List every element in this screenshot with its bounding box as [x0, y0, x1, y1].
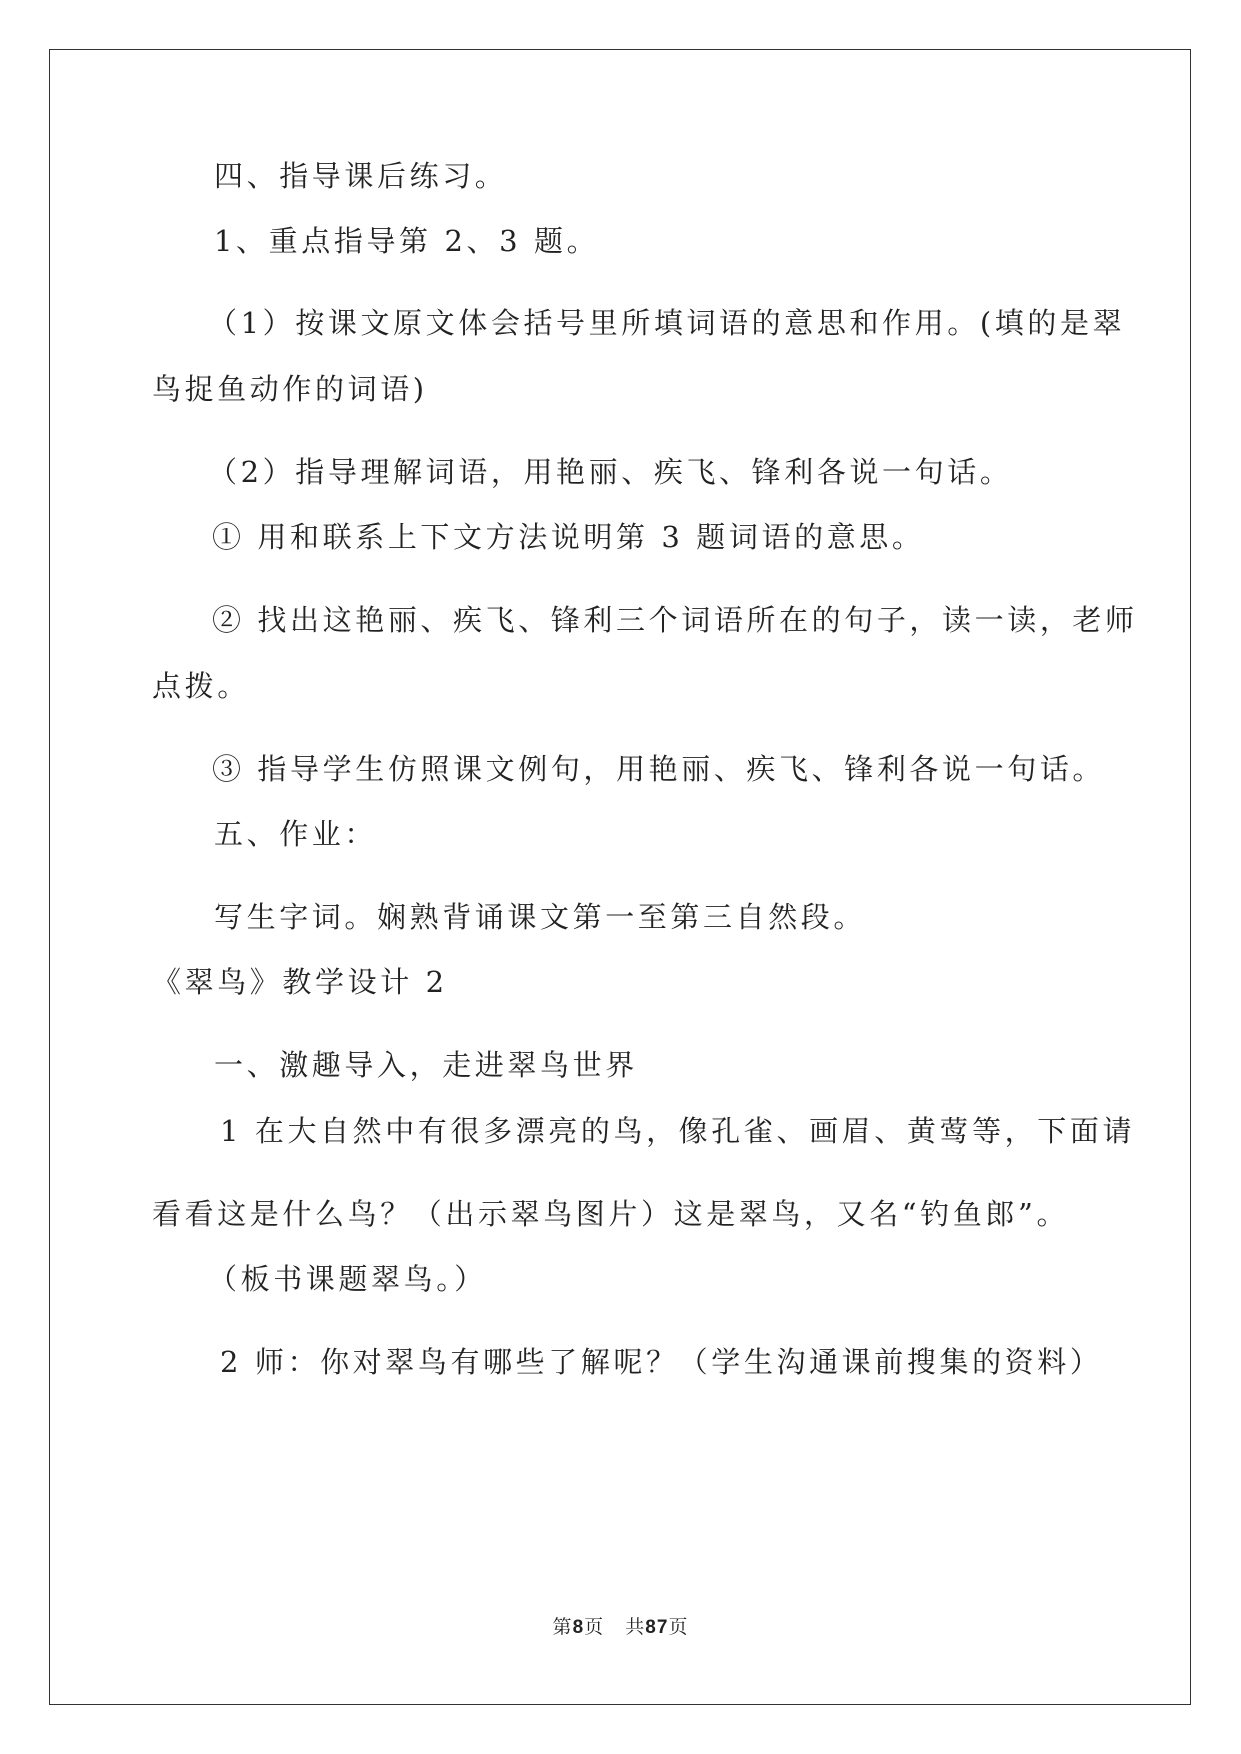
page-footer [0, 1614, 1241, 1641]
footer-total-prefix: 共 [625, 1616, 646, 1638]
footer-total-suffix: 页 [668, 1616, 689, 1638]
text-line: ① 用和联系上下文方法说明第 3 题词语的意思。 [212, 520, 925, 554]
text-line: （1）按课文原文体会括号里所填词语的意思和作用。(填的是翠 [208, 306, 1126, 340]
text-line: ③ 指导学生仿照课文例句，用艳丽、疾飞、锋利各说一句话。 [212, 752, 1106, 786]
section-heading: 五、作业： [214, 817, 378, 851]
footer-page-suffix: 页 [584, 1616, 605, 1638]
footer-prefix: 第 [552, 1616, 573, 1638]
text-line: （板书课题翠鸟。） [208, 1262, 487, 1296]
text-line: 写生字词。娴熟背诵课文第一至第三自然段。 [214, 900, 867, 934]
text-line: 1 在大自然中有很多漂亮的鸟，像孔雀、画眉、黄莺等，下面请 [220, 1114, 1136, 1148]
current-page-number: 8 [572, 1617, 585, 1638]
text-line: ② 找出这艳丽、疾飞、锋利三个词语所在的句子，读一读，老师 [212, 603, 1138, 637]
text-line: 1、重点指导第 2、3 题。 [214, 224, 600, 258]
total-page-count: 87 [645, 1617, 669, 1638]
page-border [49, 49, 1191, 1705]
text-line: 四、指导课后练习。 [214, 159, 508, 193]
text-line: 鸟捉鱼动作的词语) [152, 372, 428, 406]
text-line: 看看这是什么鸟？（出示翠鸟图片）这是翠鸟，又名“钓鱼郎”。 [152, 1197, 1070, 1231]
section-heading: 一、激趣导入，走进翠鸟世界 [214, 1048, 638, 1082]
text-line: （2）指导理解词语，用艳丽、疾飞、锋利各说一句话。 [208, 455, 1013, 489]
document-title: 《翠鸟》教学设计 2 [152, 965, 448, 999]
text-line: 点拨。 [152, 669, 250, 703]
text-line: 2 师：你对翠鸟有哪些了解呢？（学生沟通课前搜集的资料） [220, 1345, 1103, 1379]
